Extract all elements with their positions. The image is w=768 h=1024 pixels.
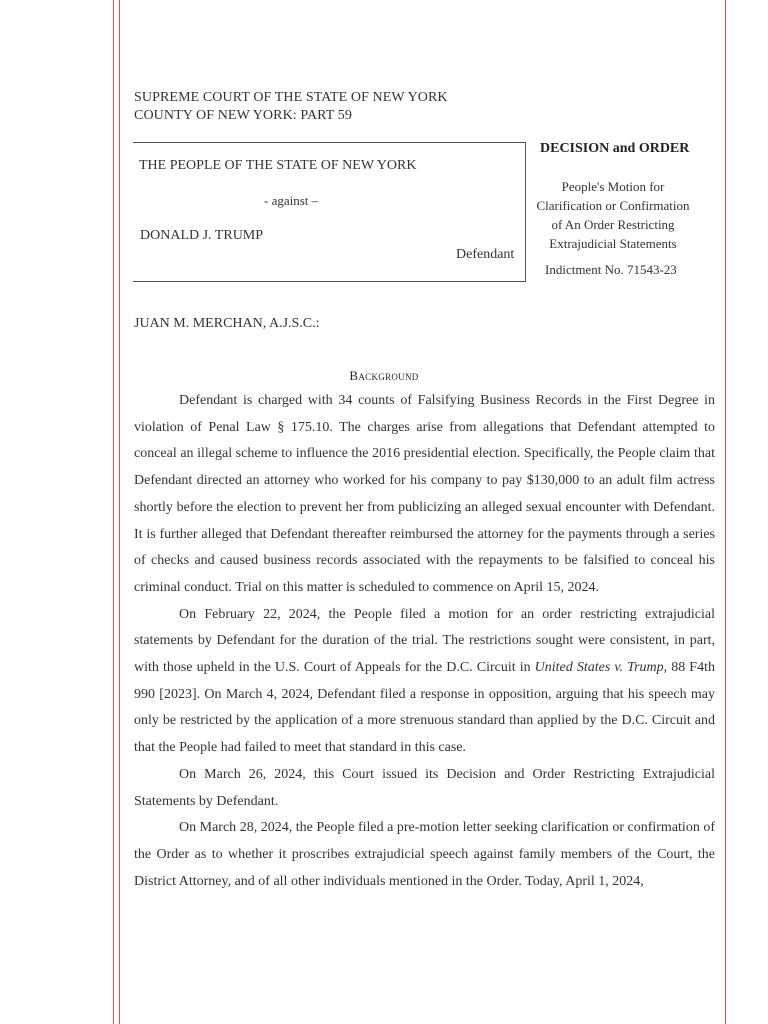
motion-description xyxy=(534,177,692,253)
paragraph-text: On February 22, 2024, the People filed a motion for an order restricting extrajudicial statements by Defendant for the duration of the trial. The restrictions sought were consistent, in part, with those upheld in the U.S. Court of Appeals for the D.C. Circuit in xyxy=(134,606,715,676)
left-margin-rule-outer xyxy=(113,0,114,1024)
court-county-part: COUNTY OF NEW YORK: PART 59 xyxy=(134,108,352,123)
paragraph-background: Defendant is charged with 34 counts of Falsifying Business Records in the First Degree in violation of Penal Law § 175.10. The charges arise from allegations that Defendant attempted to conceal an illegal scheme to influence the 2016 presidential election. Specifically, the People claim that Defendant directed an attorney who worked for his company to pay $130,000 to an adult film actress shortly before the election to prevent her from publicizing an alleged sexual encounter with Defendant. It is further alleged that Defendant thereafter reimbursed the attorney for the payments through a series of checks and caused business records associated with the repayments to be falsified to conceal his criminal conduct. Trial on this matter is scheduled to commence on April 15, 2024. xyxy=(134,393,715,595)
left-margin-rule-inner xyxy=(119,0,120,1024)
motion-line: of An Order Restricting xyxy=(551,217,675,232)
paragraph-order-issued: On March 26, 2024, this Court issued its Decision and Order Restricting Extrajudicial Statements by Defendant. xyxy=(134,766,715,809)
court-header xyxy=(134,89,448,125)
paragraph-motion-filed xyxy=(134,602,715,762)
court-name: SUPREME COURT OF THE STATE OF NEW YORK xyxy=(134,90,448,105)
motion-line: Extrajudicial Statements xyxy=(549,236,677,251)
paragraph-pre-motion-letter: On March 28, 2024, the People filed a pre-motion letter seeking clarification or confirmation of the Order as to whether it proscribes extrajudicial speech against family members of the Court, the District Attorney, and of all other individuals mentioned in the Order. Today, April 1, 2024, xyxy=(134,820,715,889)
caption-bottom-line xyxy=(133,281,525,282)
caption-against: - against – xyxy=(264,193,319,208)
decision-title: DECISION and ORDER xyxy=(540,141,690,156)
case-citation: United States v. Trump xyxy=(534,660,664,676)
caption-plaintiff: THE PEOPLE OF THE STATE OF NEW YORK xyxy=(139,158,417,173)
motion-line: People's Motion for xyxy=(561,179,665,194)
caption-defendant-name: DONALD J. TRUMP xyxy=(140,228,264,243)
caption-divider-line xyxy=(525,142,526,282)
caption-defendant-role: Defendant xyxy=(456,247,515,262)
body-text xyxy=(134,388,715,895)
caption-top-line xyxy=(133,142,525,143)
motion-line: Clarification or Confirmation xyxy=(536,198,690,213)
judge-name: JUAN M. MERCHAN, A.J.S.C.: xyxy=(134,316,320,331)
right-margin-rule xyxy=(725,0,726,1024)
section-heading: Background xyxy=(349,368,419,383)
paragraph-text: , 88 F4th 990 [2023]. On March 4, 2024, Defendant filed a response in opposition, arguing that his speech may only be restricted by the application of a more strenuous standard than applied by the D.C. Circuit and that the People had failed to meet that standard in this case. xyxy=(134,660,715,756)
indictment-number: Indictment No. 71543-23 xyxy=(545,262,677,277)
